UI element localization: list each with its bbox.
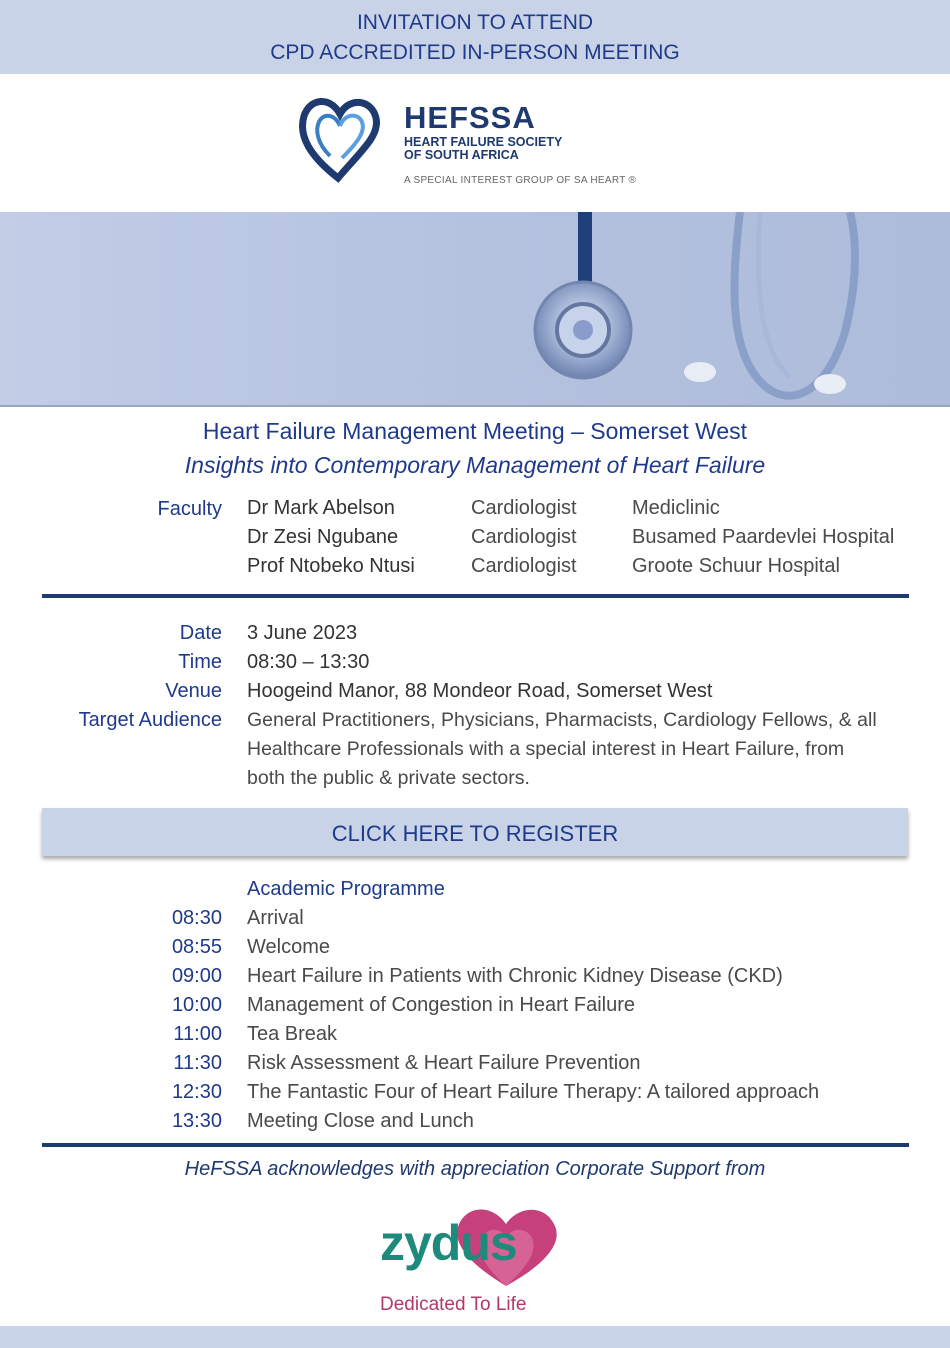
faculty-institution-1: Mediclinic	[632, 497, 720, 519]
faculty-name-1: Dr Mark Abelson	[247, 497, 395, 519]
stethoscope-icon	[0, 212, 950, 405]
hefssa-logo	[290, 86, 662, 196]
sponsor-wordmark: zydus	[380, 1215, 517, 1271]
audience-line-3: both the public & private sectors.	[247, 767, 530, 789]
logo-subtitle-line-1: HEART FAILURE SOCIETY	[404, 135, 563, 149]
faculty-name-2: Dr Zesi Ngubane	[247, 526, 399, 548]
programme-item: Meeting Close and Lunch	[247, 1110, 474, 1132]
programme-item: Tea Break	[247, 1023, 338, 1045]
faculty-role-3: Cardiologist	[471, 555, 577, 577]
time-value: 08:30 – 13:30	[247, 651, 370, 673]
date-label: Date	[179, 622, 222, 644]
faculty-label: Faculty	[157, 498, 222, 520]
programme-item: Risk Assessment & Heart Failure Prevention	[247, 1052, 641, 1074]
venue-value: Hoogeind Manor, 88 Mondeor Road, Somerset West	[247, 680, 713, 702]
programme-heading: Academic Programme	[247, 878, 445, 900]
programme-item: Arrival	[247, 907, 304, 929]
faculty-institution-3: Groote Schuur Hospital	[632, 555, 840, 577]
meeting-subtitle: Insights into Contemporary Management of Heart Failure	[184, 452, 766, 478]
register-button[interactable]: CLICK HERE TO REGISTER	[42, 808, 908, 856]
heart-logo-icon	[290, 86, 390, 196]
faculty-role-2: Cardiologist	[471, 526, 577, 548]
programme-item: Management of Congestion in Heart Failure	[247, 994, 635, 1016]
logo-wordmark: HEFSSA	[404, 100, 536, 135]
programme-time: 13:30	[171, 1110, 222, 1132]
bottom-bar	[0, 1326, 950, 1348]
programme-time: 08:55	[171, 936, 222, 958]
programme-time: 09:00	[171, 965, 222, 987]
zydus-logo	[346, 1200, 574, 1322]
audience-label: Target Audience	[78, 709, 222, 731]
programme-item: Heart Failure in Patients with Chronic Kidney Disease (CKD)	[247, 965, 783, 987]
programme-time: 08:30	[171, 907, 222, 929]
programme-time: 11:00	[173, 1023, 222, 1045]
banner-line-2: CPD ACCREDITED IN-PERSON MEETING	[270, 41, 680, 64]
programme-time: 11:30	[173, 1052, 222, 1074]
date-value: 3 June 2023	[247, 622, 358, 644]
time-label: Time	[178, 651, 222, 673]
divider	[42, 594, 909, 598]
faculty-institution-2: Busamed Paardevlei Hospital	[632, 526, 895, 548]
meeting-title: Heart Failure Management Meeting – Somerset West	[202, 418, 748, 444]
programme-item: The Fantastic Four of Heart Failure Therapy: A tailored approach	[247, 1081, 820, 1103]
banner-line-1: INVITATION TO ATTEND	[356, 11, 594, 34]
faculty-name-3: Prof Ntobeko Ntusi	[247, 555, 415, 577]
programme-time: 12:30	[171, 1081, 222, 1103]
programme-item: Welcome	[247, 936, 330, 958]
logo-subtitle	[404, 136, 562, 162]
stethoscope-hero-image	[0, 212, 950, 407]
programme-time: 10:00	[171, 994, 222, 1016]
acknowledgement-text: HeFSSA acknowledges with appreciation Corporate Support from	[184, 1158, 766, 1180]
divider	[42, 1143, 909, 1147]
logo-tagline: A SPECIAL INTEREST GROUP OF SA HEART ®	[404, 175, 637, 186]
logo-subtitle-line-2: OF SOUTH AFRICA	[404, 148, 519, 162]
audience-line-1: General Practitioners, Physicians, Pharmacists, Cardiology Fellows, & all	[247, 709, 877, 731]
audience-line-2: Healthcare Professionals with a special interest in Heart Failure, from	[247, 738, 845, 760]
venue-label: Venue	[165, 680, 222, 702]
faculty-role-1: Cardiologist	[471, 497, 577, 519]
sponsor-tagline: Dedicated To Life	[380, 1294, 527, 1315]
top-banner	[0, 0, 950, 74]
